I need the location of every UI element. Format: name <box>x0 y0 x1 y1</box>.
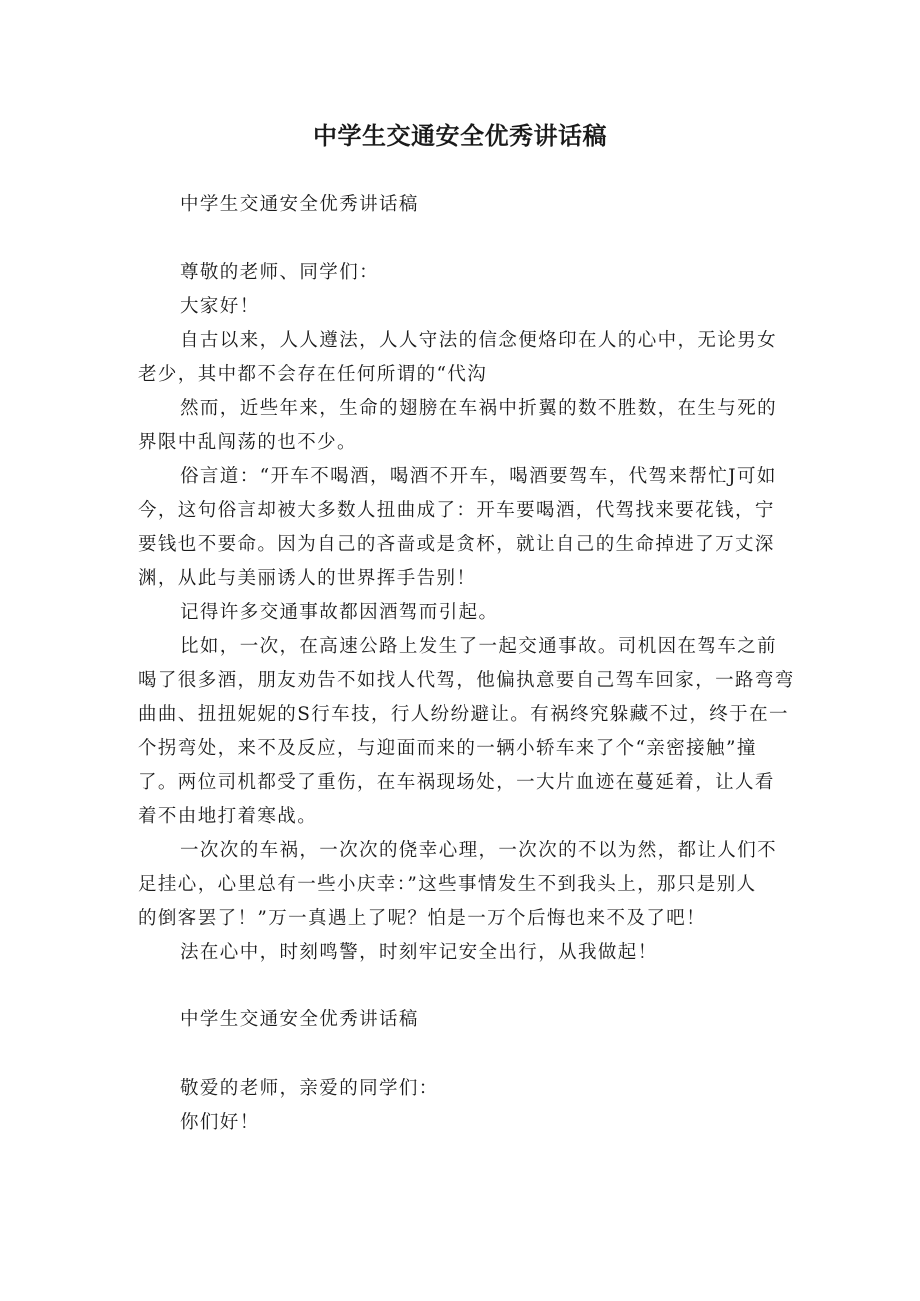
paragraph-line: 渊，从此与美丽诱人的世界挥手告别！ <box>138 568 477 589</box>
paragraph-line: 老少，其中都不会存在任何所谓的“代沟 <box>138 364 488 385</box>
paragraph-line: 俗言道：“开车不喝酒，喝酒不开车，喝酒要驾车，代驾来帮忙J可如 <box>180 466 777 487</box>
paragraph-line: 着不由地打着寒战。 <box>138 806 318 827</box>
paragraph-line: 要钱也不要命。因为自己的吝啬或是贪杯，就让自己的生命掉进了万丈深 <box>138 534 775 555</box>
document-title: 中学生交通安全优秀讲话稿 <box>313 122 607 150</box>
paragraph-line: 了。两位司机都受了重伤，在车祸现场处，一大片血迹在蔓延着，让人看 <box>138 772 775 793</box>
greeting-line: 尊敬的老师、同学们： <box>180 262 380 283</box>
paragraph-line: 记得许多交通事故都因酒驾而引起。 <box>180 602 499 623</box>
paragraph-line: 今，这句俗言却被大多数人扭曲成了：开车要喝酒，代驾找来要花钱，宁 <box>138 500 775 521</box>
paragraph-line: 个拐弯处，来不及反应，与迎面而来的一辆小轿车来了个“亲密接触”撞 <box>138 738 757 759</box>
speech-body-1 <box>138 256 795 970</box>
paragraph-line: 然而，近些年来，生命的翅膀在车祸中折翼的数不胜数，在生与死的 <box>180 398 778 419</box>
paragraph-line: 喝了很多酒，朋友劝告不如找人代驾，他偏执意要自己驾车回家，一路弯弯 <box>138 670 795 691</box>
paragraph-line: 一次次的车祸，一次次的侥幸心理，一次次的不以为然，都让人们不 <box>180 840 778 861</box>
paragraph-line: 比如，一次，在高速公路上发生了一起交通事故。司机因在驾车之前 <box>180 636 778 657</box>
salutation-line: 大家好！ <box>180 296 260 317</box>
greeting-line: 敬爱的老师，亲爱的同学们： <box>180 1078 439 1099</box>
paragraph-line: 法在心中，时刻鸣警，时刻牢记安全出行，从我做起！ <box>180 942 658 963</box>
section-heading-2: 中学生交通安全优秀讲话稿 <box>180 1009 419 1030</box>
salutation-line: 你们好！ <box>180 1112 260 1133</box>
paragraph-line: 曲曲、扭扭妮妮的S行车技，行人纷纷避让。有祸终究躲藏不过，终于在一 <box>138 704 789 725</box>
section-heading-1: 中学生交通安全优秀讲话稿 <box>180 194 419 215</box>
paragraph-line: 界限中乱闯荡的也不少。 <box>138 432 357 453</box>
speech-body-2 <box>138 1072 786 1140</box>
paragraph-line: 足挂心，心里总有一些小庆幸：”这些事情发生不到我头上，那只是别人 <box>138 874 757 895</box>
paragraph-line: 的倒客罢了！”万一真遇上了呢？怕是一万个后悔也来不及了吧！ <box>138 908 707 929</box>
paragraph-line: 自古以来，人人遵法，人人守法的信念便烙印在人的心中，无论男女 <box>180 330 778 351</box>
